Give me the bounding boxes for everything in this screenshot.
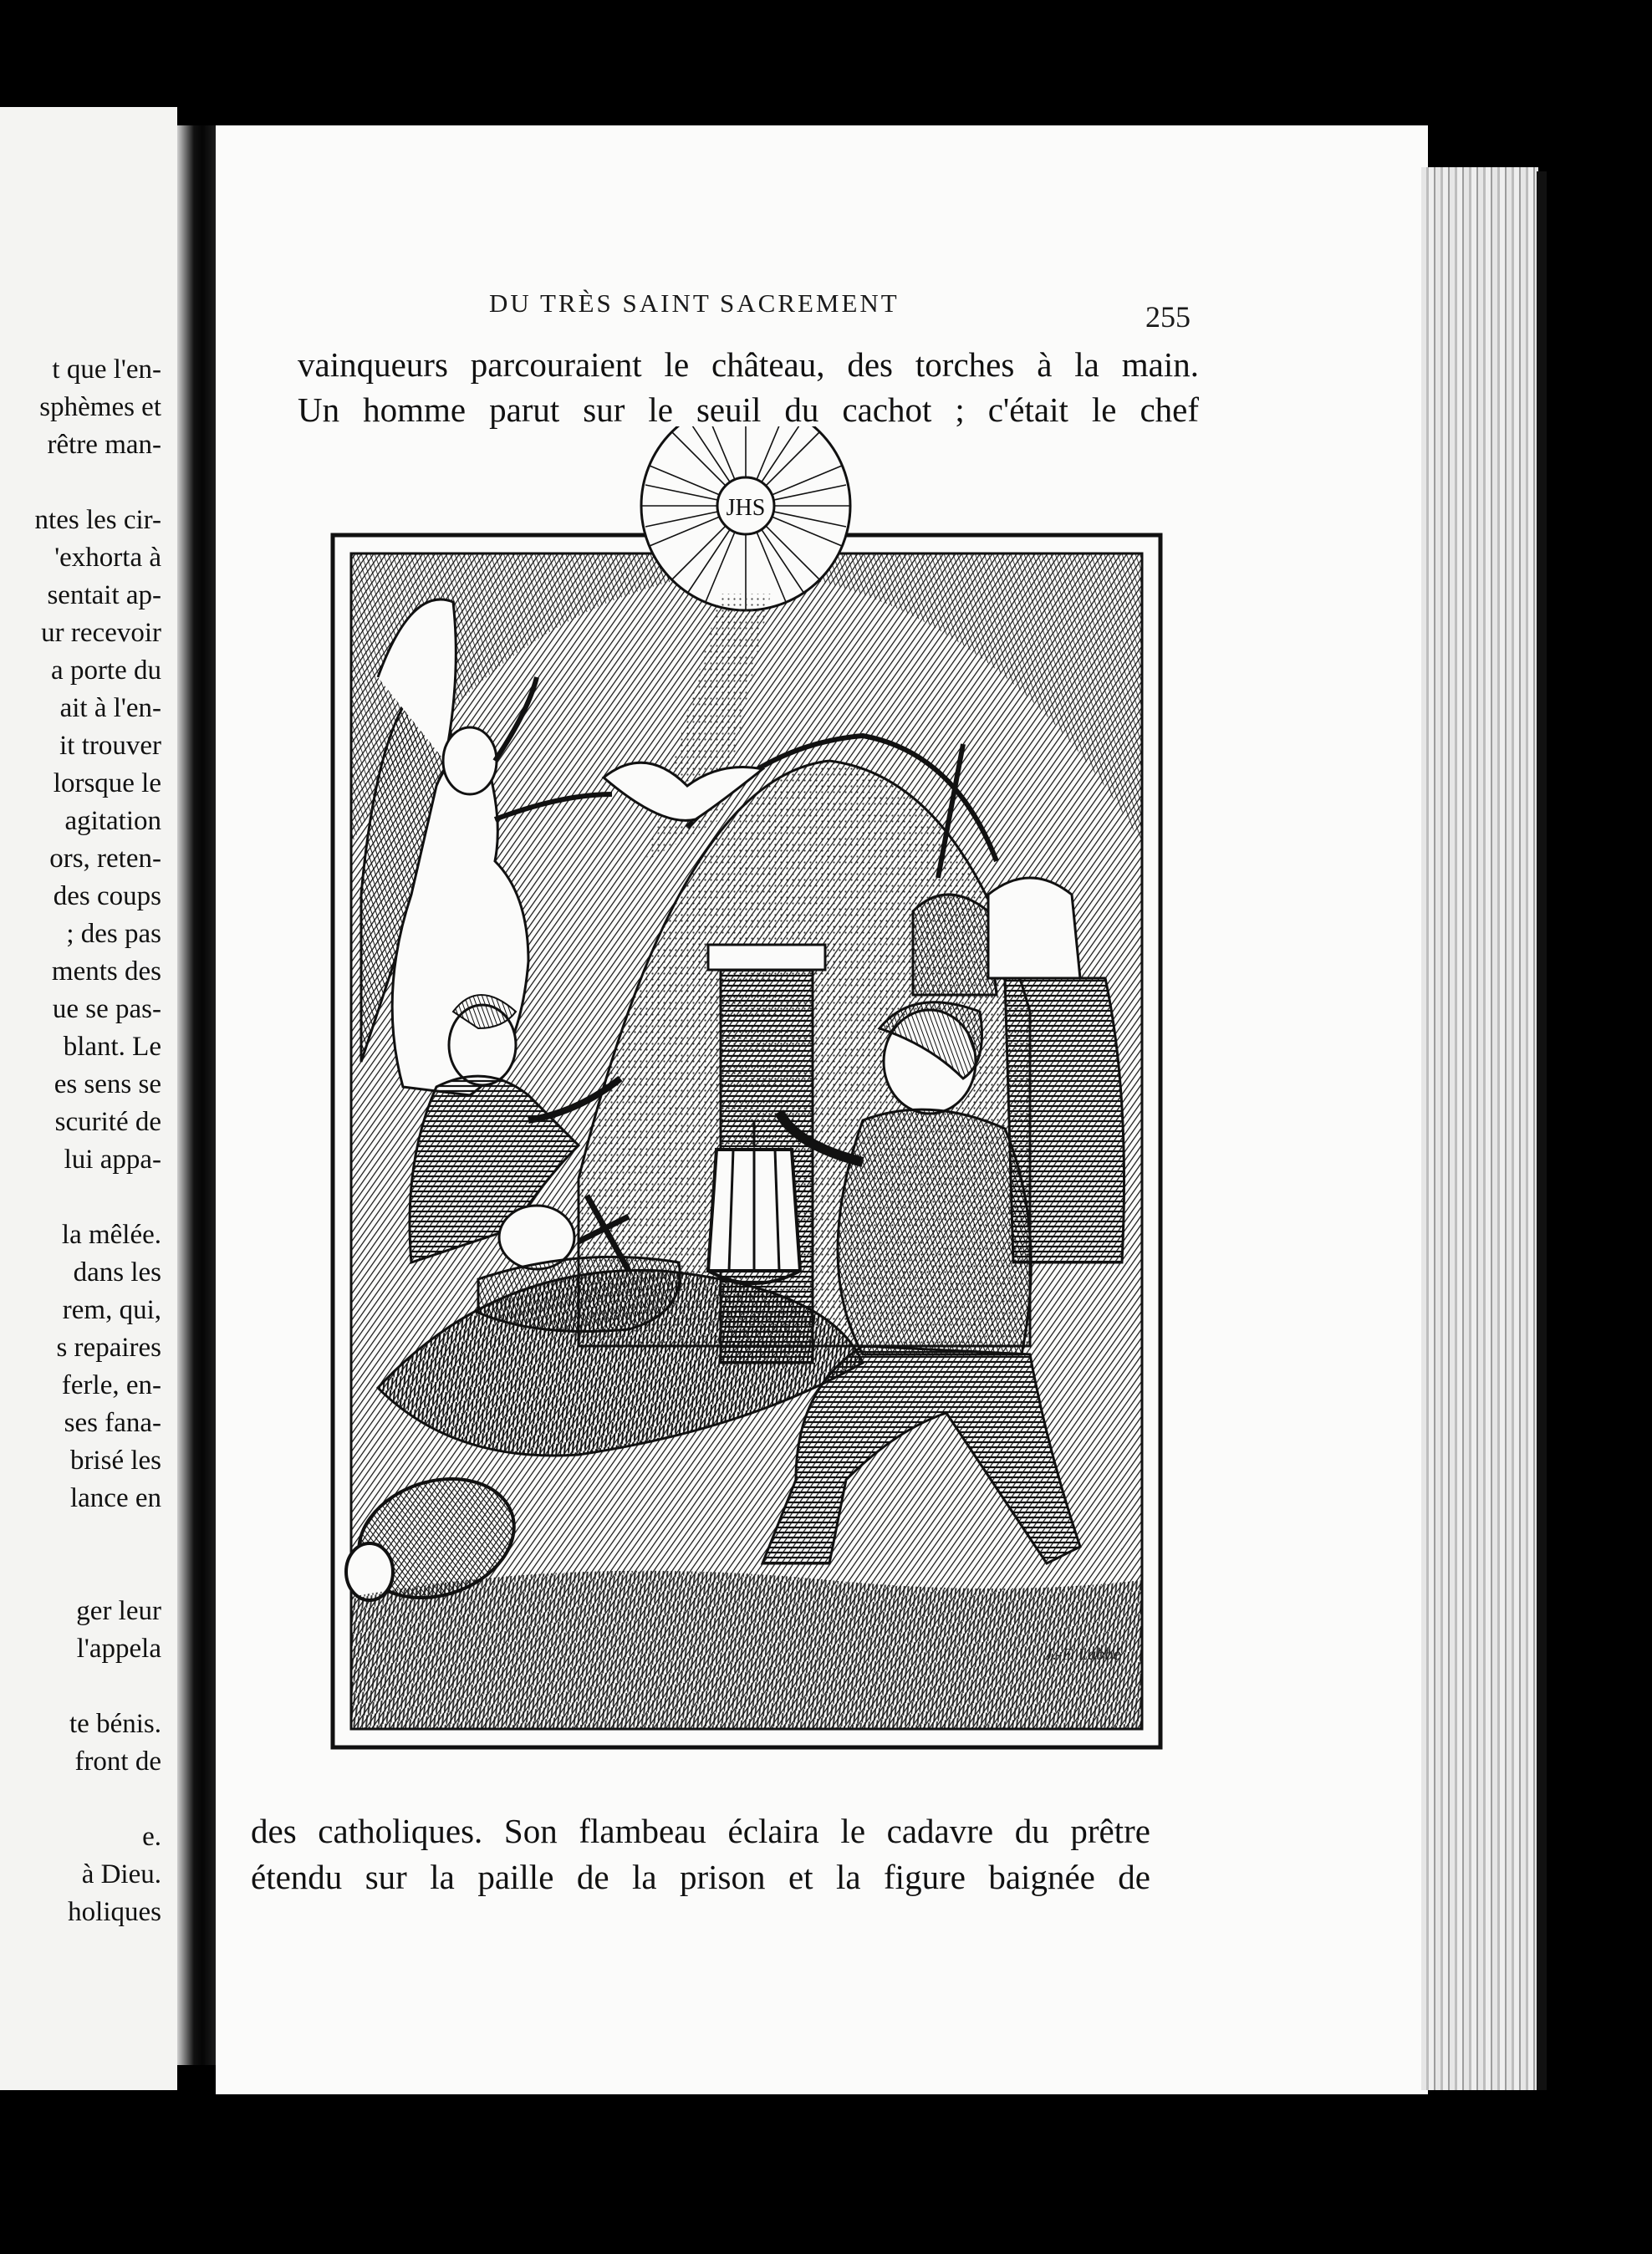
- left-page-text-line: des coups: [53, 881, 161, 911]
- body-text-line: étendu sur la paille de la prison et la figure baignée de: [251, 1858, 1150, 1896]
- body-text-line: des catholiques. Son flambeau éclaira le cadavre du prêtre: [251, 1812, 1150, 1850]
- left-page-text-line: l'appela: [76, 1634, 161, 1664]
- left-page-text-line: s repaires: [56, 1333, 161, 1363]
- left-page-text-line: lance en: [69, 1483, 161, 1513]
- book-gutter: [177, 125, 219, 2065]
- left-page-text-line: ses fana-: [64, 1408, 161, 1438]
- engraving-illustration: [328, 426, 1165, 1752]
- left-page-text-line: ments des: [51, 956, 161, 987]
- monogram-text: JHS: [726, 495, 766, 521]
- left-page-text-line: 'exhorta à: [54, 543, 161, 573]
- left-page-text-line: sentait ap-: [47, 580, 161, 610]
- body-text-line: vainqueurs parcouraient le château, des torches à la main.: [298, 345, 1199, 384]
- left-page-text-line: ; des pas: [66, 919, 161, 949]
- left-page-text-line: scurité de: [54, 1107, 161, 1137]
- left-page-text-line: sphèmes et: [39, 392, 161, 422]
- left-page-text-line: blant. Le: [63, 1032, 161, 1062]
- left-page-text-line: agitation: [64, 806, 161, 836]
- left-page-text-line: t que l'en-: [52, 354, 161, 385]
- left-page-text-line: es sens se: [54, 1069, 161, 1099]
- left-page-text-line: dans les: [73, 1257, 161, 1288]
- left-page-text-line: ors, reten-: [49, 844, 161, 874]
- left-page-text-line: lui appa-: [64, 1145, 161, 1175]
- illustrator-signature: J.-F. Labbé: [1045, 1645, 1121, 1664]
- page-edges: [1421, 167, 1538, 2090]
- left-page-text-line: ue se pas-: [52, 994, 161, 1024]
- left-page-text-line: à Dieu.: [81, 1859, 161, 1889]
- left-page-text-line: ferle, en-: [61, 1370, 161, 1400]
- left-page-text-line: ur recevoir: [41, 618, 161, 648]
- left-page-text-line: ait à l'en-: [59, 693, 161, 723]
- left-page-text-line: a porte du: [51, 655, 161, 686]
- left-page-text-line: ntes les cir-: [34, 505, 161, 535]
- book-edge-shadow: [1537, 171, 1547, 2090]
- left-page-text-line: ger leur: [76, 1596, 161, 1626]
- page-number: 255: [1145, 300, 1191, 334]
- left-page-text-line: te bénis.: [69, 1709, 161, 1739]
- body-text-line: Un homme parut sur le seuil du cachot ; c'était le chef: [298, 390, 1199, 429]
- running-head: DU TRÈS SAINT SACREMENT: [489, 288, 900, 318]
- left-page-text-line: e.: [142, 1822, 161, 1852]
- left-page-text-line: rem, qui,: [62, 1295, 161, 1325]
- left-page-text-line: brisé les: [69, 1446, 161, 1476]
- left-page-text-line: front de: [74, 1747, 161, 1777]
- left-page-text-line: holiques: [68, 1897, 161, 1927]
- left-page-text-line: rêtre man-: [47, 430, 161, 460]
- left-page-text-line: it trouver: [59, 731, 161, 761]
- left-page-text-line: lorsque le: [53, 768, 161, 798]
- left-page-text-line: la mêlée.: [61, 1220, 161, 1250]
